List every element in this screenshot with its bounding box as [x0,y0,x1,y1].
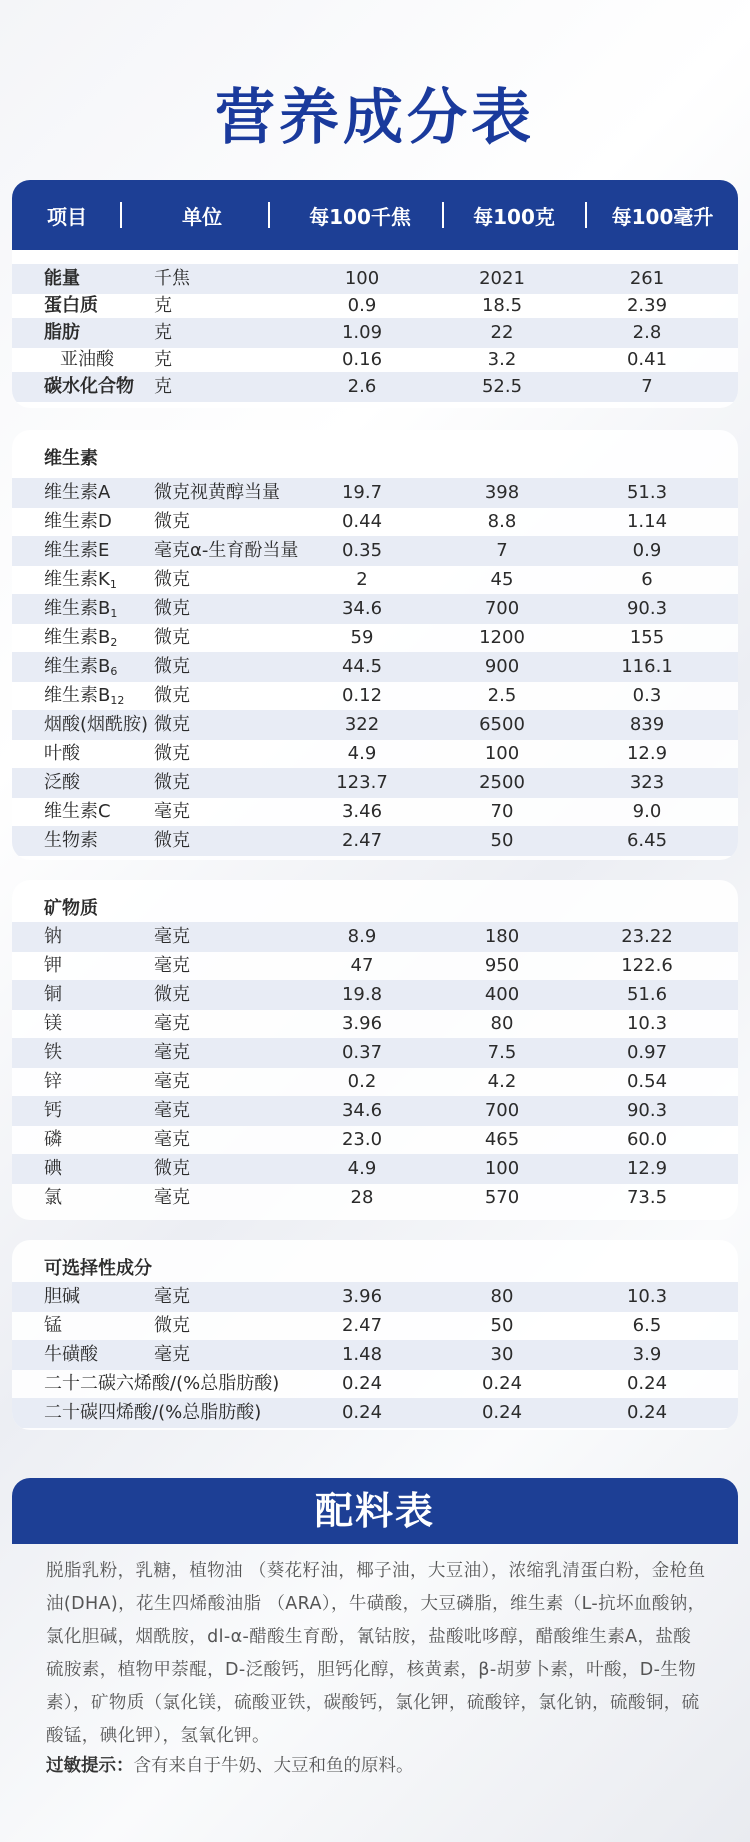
value-per-100kj: 3.46 [341,801,383,822]
value-per-100ml: 51.6 [626,984,668,1005]
value-per-100kj: 34.6 [341,1100,383,1121]
nutrient-unit: 微克 [154,714,190,735]
nutrient-name: 能量 [44,268,80,289]
header-per-100kj: 每100千焦 [309,204,411,229]
value-per-100ml: 6 [641,569,653,590]
nutrient-unit: 微克 [154,984,190,1005]
nutrient-unit: 克 [154,349,172,370]
table-row [12,264,738,294]
header-per-100ml: 每100毫升 [611,204,714,229]
optional-card [12,1240,738,1430]
nutrient-name: 钾 [44,955,62,976]
value-per-100g: 2021 [479,268,525,289]
value-per-100g: 700 [484,598,520,619]
section-title-vitamins: 维生素 [44,448,98,469]
value-per-100g: 570 [484,1187,520,1208]
value-per-100g: 52.5 [481,376,523,397]
nutrient-name: 亚油酸 [60,349,114,370]
value-per-100ml: 2.39 [626,295,668,316]
nutrient-name: 脂肪 [44,322,80,343]
value-per-100g: 180 [484,926,520,947]
header-unit: 单位 [182,204,222,229]
table-row [12,739,738,769]
table-row [12,1369,738,1399]
nutrient-unit: 毫克 [154,1129,190,1150]
nutrient-unit: 微克 [154,772,190,793]
table-row [12,372,738,402]
value-per-100g: 8.8 [487,511,517,532]
table-row [12,768,738,798]
section-title-minerals: 矿物质 [44,898,98,919]
value-per-100ml: 90.3 [626,1100,668,1121]
table-row [12,1398,738,1428]
value-per-100ml: 155 [629,627,665,648]
nutrient-unit: 微克视黄醇当量 [154,482,280,503]
nutrient-name: 磷 [44,1129,62,1150]
nutrient-unit: 毫克 [154,1042,190,1063]
allergy-text: 含有来自于牛奶、大豆和鱼的原料。 [133,1756,414,1776]
value-per-100g: 400 [484,984,520,1005]
value-per-100kj: 44.5 [341,656,383,677]
nutrient-unit: 毫克 [154,1344,190,1365]
nutrient-name: 维生素$B_6$ [44,656,118,678]
value-per-100g: 80 [490,1286,514,1307]
table-row [12,922,738,952]
nutrient-name: 维生素C [44,801,111,822]
value-per-100ml: 261 [629,268,665,289]
allergy-label: 过敏提示： [46,1756,134,1776]
value-per-100g: 30 [490,1344,514,1365]
table-row [12,980,738,1010]
nutrient-name: 烟酸(烟酰胺) [44,714,149,735]
value-per-100kj: 2.47 [341,1315,383,1336]
value-per-100kj: 8.9 [347,926,377,947]
value-per-100ml: 0.97 [626,1042,668,1063]
value-per-100g: 70 [490,801,514,822]
table-row [12,291,738,321]
table-row [12,1340,738,1370]
value-per-100kj: 3.96 [341,1286,383,1307]
value-per-100kj: 0.24 [341,1402,383,1423]
value-per-100kj: 4.9 [347,1158,377,1179]
value-per-100ml: 839 [629,714,665,735]
value-per-100g: 50 [490,1315,514,1336]
header-per-100g: 每100克 [473,204,555,229]
table-row [12,345,738,375]
value-per-100g: 6500 [479,714,525,735]
value-per-100ml: 51.3 [626,482,668,503]
value-per-100ml: 9.0 [632,801,662,822]
main-nutrition-card [12,180,738,408]
table-row [12,951,738,981]
nutrient-name: 碘 [44,1158,62,1179]
nutrient-unit: 毫克 [154,1187,190,1208]
nutrient-name: 铁 [44,1042,62,1063]
value-per-100ml: 122.6 [621,955,673,976]
value-per-100kj: 1.48 [341,1344,383,1365]
table-row [12,318,738,348]
table-row [12,652,738,682]
nutrient-unit: 微克 [154,627,190,648]
value-per-100kj: 2.47 [341,830,383,851]
value-per-100g: 0.24 [481,1373,523,1394]
table-row [12,565,738,595]
nutrient-unit: 毫克α-生育酚当量 [154,540,299,561]
value-per-100g: 100 [484,1158,520,1179]
table-row [12,1125,738,1155]
value-per-100g: 700 [484,1100,520,1121]
nutrient-name: 胆碱 [44,1286,80,1307]
nutrient-name: 维生素$B_2$ [44,627,118,649]
allergy-notice [46,1752,414,1777]
value-per-100kj: 0.2 [347,1071,377,1092]
value-per-100kj: 23.0 [341,1129,383,1150]
table-row [12,1154,738,1184]
value-per-100ml: 90.3 [626,598,668,619]
value-per-100g: 80 [490,1013,514,1034]
nutrient-unit: 毫克 [154,1286,190,1307]
nutrient-unit: 微克 [154,656,190,677]
value-per-100ml: 10.3 [626,1286,668,1307]
header-item: 项目 [47,204,87,229]
minerals-card [12,880,738,1220]
nutrient-unit: 微克 [154,830,190,851]
value-per-100g: 0.24 [481,1402,523,1423]
nutrient-name: 维生素$K_1$ [44,569,117,591]
value-per-100g: 4.2 [487,1071,517,1092]
nutrient-unit: 微克 [154,685,190,706]
nutrient-unit: 微克 [154,743,190,764]
value-per-100ml: 6.45 [626,830,668,851]
value-per-100kj: 0.16 [341,349,383,370]
value-per-100kj: 123.7 [336,772,388,793]
table-row [12,1038,738,1068]
value-per-100ml: 3.9 [632,1344,662,1365]
table-row [12,1282,738,1312]
nutrient-name: 维生素$B_1$ [44,598,118,620]
nutrient-unit: 克 [154,376,172,397]
nutrient-name: 生物素 [44,830,98,851]
nutrient-name: 维生素E [44,540,110,561]
nutrient-unit: 毫克 [154,1013,190,1034]
value-per-100kj: 0.12 [341,685,383,706]
value-per-100kj: 59 [350,627,374,648]
value-per-100g: 50 [490,830,514,851]
ingredients-header: 配料表 [12,1478,738,1544]
table-row [12,478,738,508]
value-per-100kj: 0.44 [341,511,383,532]
value-per-100kj: 19.8 [341,984,383,1005]
value-per-100ml: 6.5 [632,1315,662,1336]
table-row [12,594,738,624]
value-per-100ml: 0.54 [626,1071,668,1092]
nutrient-unit: 微克 [154,598,190,619]
nutrient-name: 牛磺酸 [44,1344,98,1365]
nutrient-unit: 毫克 [154,1071,190,1092]
value-per-100ml: 73.5 [626,1187,668,1208]
table-row [12,710,738,740]
nutrient-unit: 毫克 [154,926,190,947]
table-row [12,1009,738,1039]
nutrient-name: 维生素D [44,511,112,532]
nutrient-unit: 克 [154,322,172,343]
nutrient-name: 维生素A [44,482,111,503]
nutrient-unit: 微克 [154,1315,190,1336]
table-row [12,681,738,711]
value-per-100g: 950 [484,955,520,976]
value-per-100ml: 0.9 [632,540,662,561]
nutrient-unit: 微克 [154,1158,190,1179]
value-per-100ml: 116.1 [621,656,673,677]
nutrient-name: 二十碳四烯酸/(%总脂肪酸) [44,1402,262,1423]
value-per-100kj: 3.96 [341,1013,383,1034]
value-per-100ml: 0.24 [626,1402,668,1423]
value-per-100kj: 0.35 [341,540,383,561]
value-per-100g: 398 [484,482,520,503]
value-per-100g: 1200 [479,627,525,648]
value-per-100ml: 2.8 [632,322,662,343]
value-per-100kj: 28 [350,1187,374,1208]
nutrient-unit: 微克 [154,511,190,532]
nutrient-unit: 千焦 [154,268,190,289]
value-per-100g: 18.5 [481,295,523,316]
value-per-100ml: 12.9 [626,1158,668,1179]
nutrient-name: 蛋白质 [44,295,98,316]
value-per-100ml: 1.14 [626,511,668,532]
value-per-100ml: 23.22 [621,926,673,947]
nutrient-unit: 微克 [154,569,190,590]
value-per-100kj: 2 [356,569,368,590]
value-per-100g: 100 [484,743,520,764]
value-per-100kj: 0.37 [341,1042,383,1063]
section-title-optional: 可选择性成分 [44,1258,152,1279]
table-header [12,180,738,250]
value-per-100ml: 12.9 [626,743,668,764]
nutrient-name: 维生素$B_{12}$ [44,685,125,707]
table-row [12,797,738,827]
value-per-100kj: 1.09 [341,322,383,343]
nutrient-name: 氯 [44,1187,62,1208]
nutrient-name: 钙 [44,1100,62,1121]
nutrient-name: 锰 [44,1315,62,1336]
page-title: 营养成分表 [215,83,535,153]
value-per-100g: 2.5 [487,685,517,706]
table-row [12,507,738,537]
table-row [12,826,738,856]
table-row [12,623,738,653]
nutrient-name: 钠 [44,926,62,947]
value-per-100kj: 0.9 [347,295,377,316]
value-per-100kj: 4.9 [347,743,377,764]
value-per-100ml: 0.24 [626,1373,668,1394]
value-per-100kj: 47 [350,955,374,976]
value-per-100g: 900 [484,656,520,677]
nutrient-name: 二十二碳六烯酸/(%总脂肪酸) [44,1373,280,1394]
value-per-100g: 3.2 [487,349,517,370]
ingredients-text: 脱脂乳粉，乳糖，植物油 （葵花籽油，椰子油，大豆油），浓缩乳清蛋白粉，金枪鱼油(DHA)，花生四烯酸油脂 （ARA），牛磺酸，大豆磷脂，维生素（L-抗坏血酸钠，氯化胆碱，烟酰胺，dl-α-醋酸生育酚，氰钴胺，盐酸吡哆醇，醋酸维生素A，盐酸硫胺素，植物甲萘醌，D-泛酸钙，胆钙化醇，核黄素，β-胡萝卜素，叶酸，D-生物素），矿物质（氯化镁，硫酸亚铁，碳酸钙，氯化钾，硫酸锌，氯化钠，硫酸铜，硫酸锰，碘化钾），氢氧化钾。 [46,1561,706,1746]
table-row [12,536,738,566]
nutrient-unit: 毫克 [154,801,190,822]
nutrient-unit: 克 [154,295,172,316]
value-per-100g: 7.5 [487,1042,517,1063]
nutrient-name: 碳水化合物 [44,376,134,397]
vitamins-card [12,430,738,860]
value-per-100ml: 10.3 [626,1013,668,1034]
value-per-100g: 45 [490,569,514,590]
value-per-100g: 2500 [479,772,525,793]
value-per-100ml: 0.41 [626,349,668,370]
value-per-100kj: 322 [344,714,380,735]
nutrient-unit: 毫克 [154,1100,190,1121]
value-per-100kj: 19.7 [341,482,383,503]
nutrient-name: 叶酸 [44,743,80,764]
value-per-100kj: 34.6 [341,598,383,619]
value-per-100kj: 2.6 [347,376,377,397]
table-row [12,1183,738,1213]
table-row [12,1067,738,1097]
table-row [12,1096,738,1126]
value-per-100ml: 60.0 [626,1129,668,1150]
value-per-100g: 22 [490,322,514,343]
nutrient-name: 泛酸 [44,772,80,793]
value-per-100ml: 0.3 [632,685,662,706]
value-per-100ml: 323 [629,772,665,793]
nutrient-name: 锌 [44,1071,62,1092]
nutrient-name: 铜 [44,984,62,1005]
nutrient-unit: 毫克 [154,955,190,976]
value-per-100kj: 100 [344,268,380,289]
table-row [12,1311,738,1341]
value-per-100g: 465 [484,1129,520,1150]
value-per-100g: 7 [496,540,508,561]
value-per-100ml: 7 [641,376,653,397]
value-per-100kj: 0.24 [341,1373,383,1394]
nutrient-name: 镁 [44,1013,62,1034]
